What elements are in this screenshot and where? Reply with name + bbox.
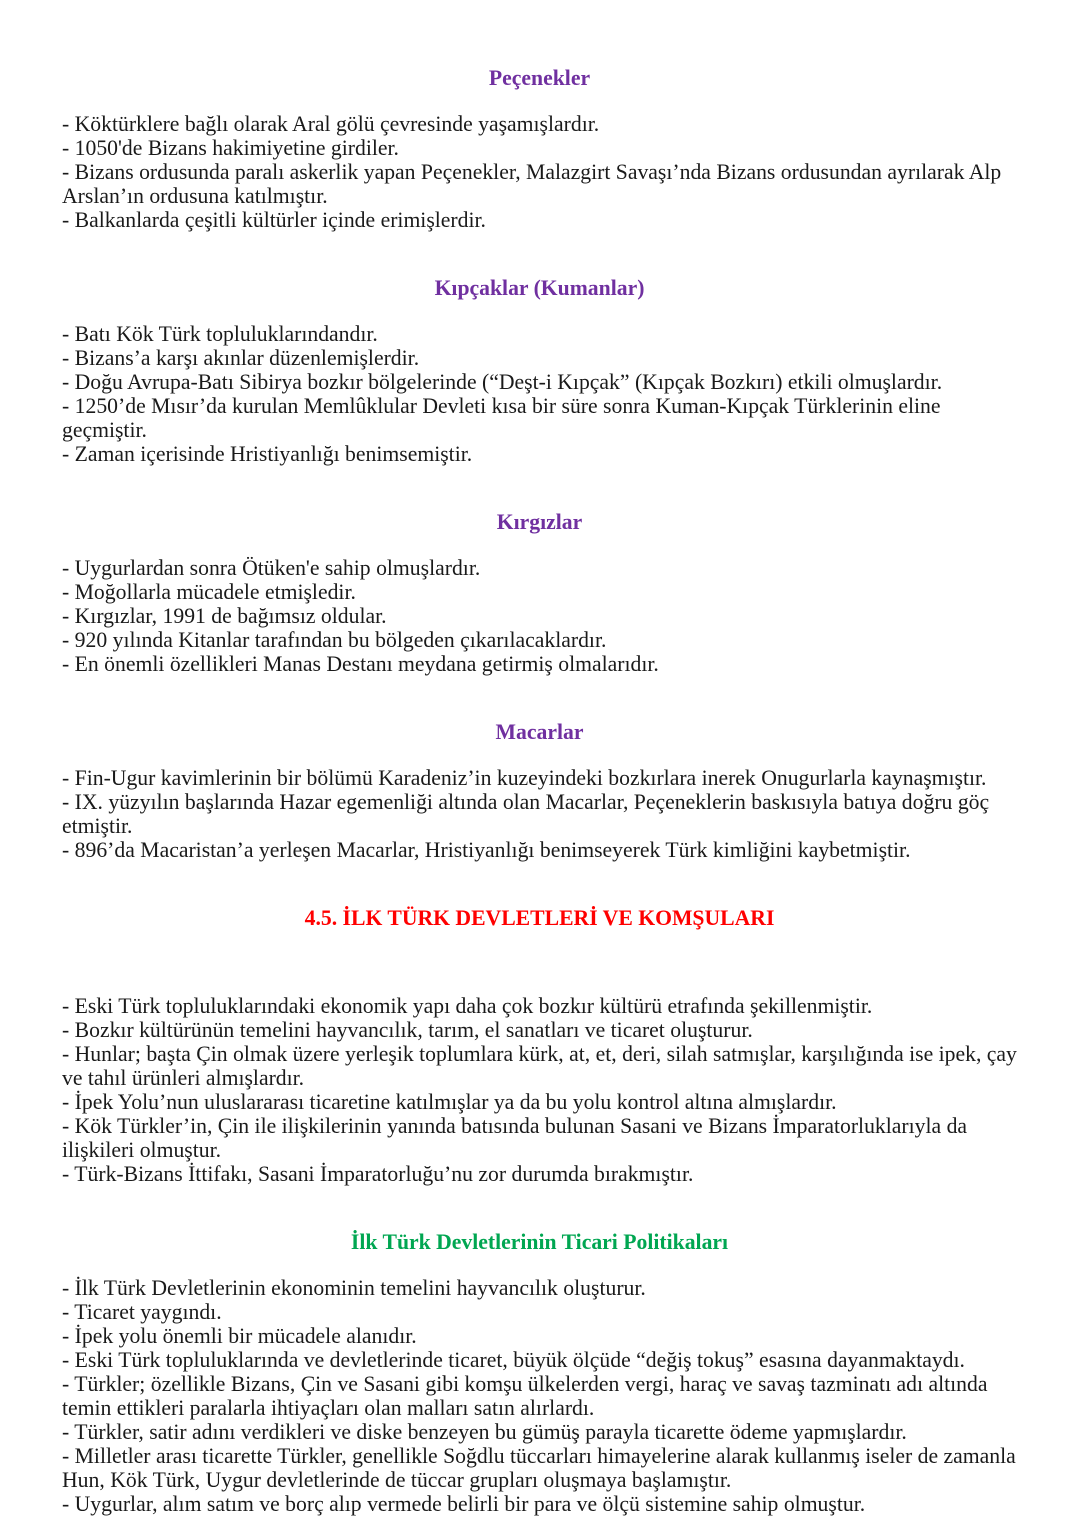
paragraph: - Eski Türk topluluklarında ve devletlerinde ticaret, büyük ölçüde “değiş tokuş” esasına dayanmaktaydı. xyxy=(62,1348,965,1372)
paragraph: - Balkanlarda çeşitli kültürler içinde erimişlerdir. xyxy=(62,208,486,232)
paragraph: - Türkler, satir adını verdikleri ve diske benzeyen bu gümüş parayla ticarette ödeme yapmışlardır. xyxy=(62,1420,907,1444)
paragraph: - Uygurlar, alım satım ve borç alıp vermede belirli bir para ve ölçü sistemine sahip olmuştur. xyxy=(62,1492,866,1516)
paragraph: - İpek yolu önemli bir mücadele alanıdır. xyxy=(62,1324,417,1348)
section-ilk-turk-devletleri-ve-komsulari xyxy=(62,906,1017,1186)
paragraph: - Uygurlardan sonra Ötüken'e sahip olmuşlardır. xyxy=(62,556,481,580)
section-pecenekler xyxy=(62,66,1017,232)
paragraph: - Köktürklere bağlı olarak Aral gölü çevresinde yaşamışlardır. xyxy=(62,112,600,136)
paragraph: - Zaman içerisinde Hristiyanlığı benimsemiştir. xyxy=(62,442,473,466)
section-heading-kipcaklar: Kıpçaklar (Kumanlar) xyxy=(434,276,645,300)
paragraph: - 920 yılında Kitanlar tarafından bu bölgeden çıkarılacaklardır. xyxy=(62,628,607,652)
paragraph: - IX. yüzyılın başlarında Hazar egemenliği altında olan Macarlar, Peçeneklerin baskısıyla batıya doğru göç etmiştir. xyxy=(62,790,990,838)
paragraph: - Kök Türkler’in, Çin ile ilişkilerinin yanında batısında bulunan Sasani ve Bizans İmparatorluklarıyla da ilişkileri olmuştur. xyxy=(62,1114,968,1162)
paragraph: - İlk Türk Devletlerinin ekonominin temelini hayvancılık oluşturur. xyxy=(62,1276,646,1300)
paragraph: - 1050'de Bizans hakimiyetine girdiler. xyxy=(62,136,399,160)
section-heading-ilk-turk-devletleri-ve-komsulari: 4.5. İLK TÜRK DEVLETLERİ VE KOMŞULARI xyxy=(304,906,775,930)
paragraph: - Türk-Bizans İttifakı, Sasani İmparatorluğu’nu zor durumda bırakmıştır. xyxy=(62,1162,694,1186)
paragraph: - Bozkır kültürünün temelini hayvancılık, tarım, el sanatları ve ticaret oluşturur. xyxy=(62,1018,753,1042)
section-heading-macarlar: Macarlar xyxy=(495,720,584,744)
paragraph: - İpek Yolu’nun uluslararası ticaretine katılmışlar ya da bu yolu kontrol altına almışlardır. xyxy=(62,1090,837,1114)
section-heading-pecenekler: Peçenekler xyxy=(488,66,591,90)
paragraph: - Bizans ordusunda paralı askerlik yapan Peçenekler, Malazgirt Savaşı’nda Bizans ordusundan ayrılarak Alp Arslan’ın ordusuna katılmıştır. xyxy=(62,160,1002,208)
paragraph: - Eski Türk topluluklarındaki ekonomik yapı daha çok bozkır kültürü etrafında şekillenmiştir. xyxy=(62,994,873,1018)
paragraph: - Türkler; özellikle Bizans, Çin ve Sasani gibi komşu ülkelerden vergi, haraç ve savaş tazminatı adı altında temin ettikleri paralarla ihtiyaçları olan malları satın alırlardı. xyxy=(62,1372,988,1420)
paragraph: - En önemli özellikleri Manas Destanı meydana getirmiş olmalarıdır. xyxy=(62,652,659,676)
section-heading-ticari-politikalar: İlk Türk Devletlerinin Ticari Politikaları xyxy=(350,1230,729,1254)
paragraph: - Batı Kök Türk topluluklarındandır. xyxy=(62,322,378,346)
paragraph: - Kırgızlar, 1991 de bağımsız oldular. xyxy=(62,604,387,628)
paragraph: - 896’da Macaristan’a yerleşen Macarlar, Hristiyanlığı benimseyerek Türk kimliğini kaybetmiştir. xyxy=(62,838,911,862)
section-kirgizlar xyxy=(62,510,1017,676)
section-heading-kirgizlar: Kırgızlar xyxy=(496,510,583,534)
paragraph: - Bizans’a karşı akınlar düzenlemişlerdir. xyxy=(62,346,420,370)
section-ticari-politikalar xyxy=(62,1230,1017,1516)
paragraph: - Hunlar; başta Çin olmak üzere yerleşik toplumlara kürk, at, et, deri, silah satmışlar, karşılığında ise ipek, çay ve tahıl ürünleri almışlardır. xyxy=(62,1042,1017,1090)
section-kipcaklar xyxy=(62,276,1017,466)
paragraph: - Fin-Ugur kavimlerinin bir bölümü Karadeniz’in kuzeyindeki bozkırlara inerek Onugurlarla kaynaşmıştır. xyxy=(62,766,987,790)
paragraph: - 1250’de Mısır’da kurulan Memlûklular Devleti kısa bir süre sonra Kuman-Kıpçak Türklerinin eline geçmiştir. xyxy=(62,394,941,442)
paragraph: - Moğollarla mücadele etmişledir. xyxy=(62,580,356,604)
paragraph: - Ticaret yaygındı. xyxy=(62,1300,222,1324)
paragraph: - Milletler arası ticarette Türkler, genellikle Soğdlu tüccarları himayelerine alarak kullanmış iseler de zamanla Hun, Kök Türk, Uygur devletlerinde de tüccar grupları oluşmaya başlamıştır. xyxy=(62,1444,1016,1492)
section-macarlar xyxy=(62,720,1017,862)
paragraph: - Doğu Avrupa-Batı Sibirya bozkır bölgelerinde (“Deşt-i Kıpçak” (Kıpçak Bozkırı) etkili olmuşlardır. xyxy=(62,370,943,394)
